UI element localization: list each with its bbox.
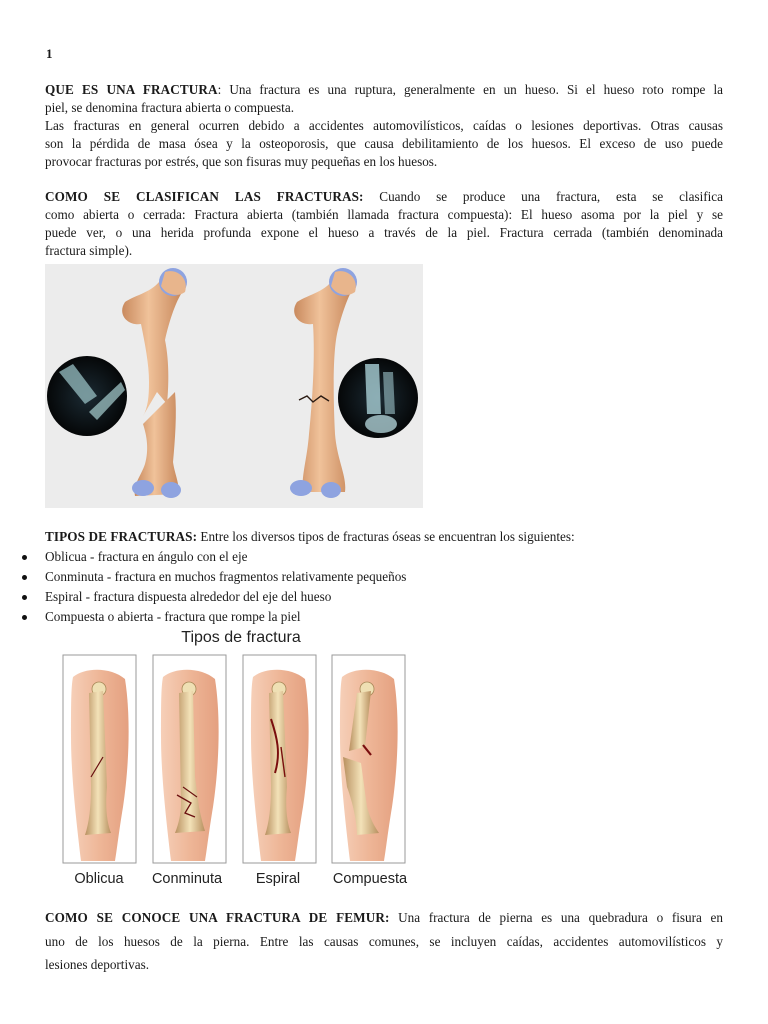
paragraph-femur — [45, 906, 723, 977]
list-item — [18, 587, 698, 607]
panel-compuesta — [332, 655, 405, 863]
bullet-icon — [22, 575, 27, 580]
bullet-icon — [22, 595, 27, 600]
open-closed-fracture-illustration — [45, 264, 423, 508]
label-espiral: Espiral — [255, 871, 301, 887]
list-item — [18, 547, 698, 567]
label-oblicua: Oblicua — [74, 871, 124, 887]
heading-femur: COMO SE CONOCE UNA FRACTURA DE FEMUR: — [45, 910, 390, 925]
xray-inset-open — [47, 356, 127, 436]
text-line: Cuando se produce una fractura, esta se clasifica — [363, 189, 723, 204]
paragraph-que-es-fractura — [45, 81, 723, 171]
list-item-text: Compuesta o abierta - fractura que rompe la piel — [45, 609, 301, 624]
list-item-text: Oblicua - fractura en ángulo con el eje — [45, 549, 248, 564]
text-line: Una fractura de pierna es una quebradura o fisura en — [389, 910, 723, 925]
label-conminuta: Conminuta — [151, 871, 223, 887]
heading-tipos: TIPOS DE FRACTURAS: — [45, 529, 198, 544]
text-line: provocar fracturas por estrés, que son fisuras muy pequeñas en los huesos. — [45, 154, 438, 169]
text-line: son la pérdida de masa ósea y la osteoporosis, que causa debilitamiento de los huesos. El exceso de uso puede — [45, 136, 723, 151]
page-number: 1 — [46, 46, 53, 61]
list-item — [18, 607, 698, 627]
figure-title: Tipos de fractura — [181, 629, 301, 646]
text-line: como abierta o cerrada: Fractura abierta (también llamada fractura compuesta): El hueso asoma por la piel y se — [45, 207, 723, 222]
list-item-text: Conminuta - fractura en muchos fragmentos relativamente pequeños — [45, 569, 407, 584]
bullet-icon — [22, 555, 27, 560]
list-item — [18, 567, 698, 587]
text-line: Las fracturas en general ocurren debido a accidentes automovilísticos, caídas o lesiones deportivas. Otras causas — [45, 118, 723, 133]
fracture-types-illustration — [45, 627, 423, 890]
bullet-icon — [22, 615, 27, 620]
label-compuesta: Compuesta — [332, 871, 408, 887]
text-line: puede ver, o una herida profunda expone el hueso a través de la piel. Fractura cerrada (también denominada — [45, 225, 723, 240]
text-line: fractura simple). — [45, 243, 133, 258]
text-line: lesiones deportivas. — [45, 957, 150, 972]
fracture-types-list — [18, 547, 698, 627]
panel-oblicua — [63, 655, 136, 863]
text-line: Entre los diversos tipos de fracturas óseas se encuentran los siguientes: — [197, 529, 575, 544]
text-line: uno de los huesos de la pierna. Entre las causas comunes, se incluyen caídas, accidentes automovilísticos y — [45, 933, 723, 949]
panel-conminuta — [153, 655, 226, 863]
paragraph-tipos — [45, 528, 723, 546]
list-item-text: Espiral - fractura dispuesta alrededor del eje del hueso — [45, 589, 332, 604]
paragraph-clasificacion — [45, 188, 723, 260]
heading-clasificacion: COMO SE CLASIFICAN LAS FRACTURAS: — [45, 189, 364, 204]
text-line: piel, se denomina fractura abierta o compuesta. — [45, 100, 294, 115]
xray-inset-closed — [338, 358, 418, 438]
panel-espiral — [243, 655, 316, 863]
heading-que-es-fractura: QUE ES UNA FRACTURA — [45, 82, 218, 97]
open-fracture-bone — [122, 268, 187, 498]
text-line: : Una fractura es una ruptura, generalmente en un hueso. Si el hueso roto rompe la — [217, 82, 723, 97]
